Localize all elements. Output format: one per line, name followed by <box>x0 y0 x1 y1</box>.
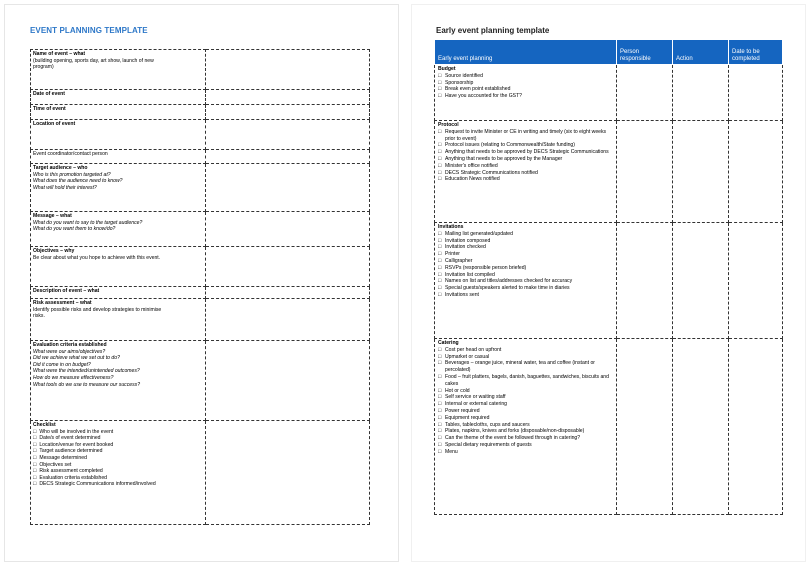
checklist-item[interactable]: □ Cost per head on upfront <box>438 347 613 354</box>
checklist-item[interactable]: □ Printer <box>438 251 613 258</box>
section-label: Budget <box>438 66 456 72</box>
form-input-cell[interactable] <box>206 50 370 90</box>
form-hint: program) <box>33 64 54 71</box>
person-responsible-cell[interactable] <box>617 223 673 339</box>
form-label-cell <box>31 150 206 164</box>
form-label-cell <box>31 287 206 299</box>
checklist-item[interactable]: □ Menu <box>438 449 613 456</box>
header-date-to-be-completed: Date to be completed <box>729 40 783 65</box>
table-row <box>435 339 783 515</box>
checklist-item[interactable]: □ Have you accounted for the GST? <box>438 93 613 100</box>
form-label: Event coordinator/contact person <box>33 151 108 157</box>
form-question: Did we achieve what we set out to do? <box>33 355 120 362</box>
checklist-item[interactable]: □ Invitation list compiled <box>438 272 613 279</box>
checklist-item[interactable]: □ Self service or waiting staff <box>438 394 613 401</box>
form-input-cell[interactable] <box>206 247 370 287</box>
form-row <box>31 212 370 247</box>
form-row <box>31 90 370 105</box>
section-label: Invitations <box>438 224 464 230</box>
right-page <box>411 4 806 562</box>
checklist-item[interactable]: □ Food – fruit platters, bagels, danish, baguettes, sandwiches, biscuits and cakes <box>438 374 613 388</box>
form-input-cell[interactable] <box>206 287 370 299</box>
checklist-item[interactable]: □ Invitations sent <box>438 292 613 299</box>
left-title: EVENT PLANNING TEMPLATE <box>30 26 148 35</box>
checklist-item[interactable]: □ Hot or cold <box>438 388 613 395</box>
checklist-item[interactable]: □ Anything that needs to be approved by DECS Strategic Communications <box>438 149 613 156</box>
form-label: Evaluation criteria established <box>33 342 107 348</box>
checklist-item[interactable]: □ Source identified <box>438 73 613 80</box>
form-label: Checklist <box>33 422 56 428</box>
form-label: Location of event <box>33 121 76 127</box>
checklist-item[interactable]: □ Invitation checked <box>438 244 613 251</box>
person-responsible-cell[interactable] <box>617 121 673 223</box>
table-row <box>435 65 783 121</box>
form-hint: risks. <box>33 313 45 320</box>
checklist-item[interactable]: □ Internal or external catering <box>438 401 613 408</box>
form-row <box>31 150 370 164</box>
form-row <box>31 341 370 421</box>
checklist-item[interactable]: □ Risk assessment completed <box>33 468 203 475</box>
section-label: Catering <box>438 340 459 346</box>
form-label-cell <box>31 247 206 287</box>
form-label-cell <box>31 105 206 120</box>
date-cell[interactable] <box>729 121 783 223</box>
form-label-cell <box>31 50 206 90</box>
form-input-cell[interactable] <box>206 212 370 247</box>
checklist-item[interactable]: □ Special guests/speakers alerted to make time in diaries <box>438 285 613 292</box>
form-input-cell[interactable] <box>206 299 370 341</box>
form-hint: Identify possible risks and develop strategies to minimise <box>33 306 162 313</box>
form-label-cell <box>31 212 206 247</box>
checklist-item[interactable]: □ Message determined <box>33 455 203 462</box>
form-question: What does the audience need to know? <box>33 178 123 185</box>
checklist-item[interactable]: □ Invitation composed <box>438 238 613 245</box>
form-label: Date of event <box>33 91 65 97</box>
form-label: Target audience – who <box>33 165 88 171</box>
form-input-cell[interactable] <box>206 150 370 164</box>
form-label: Message – what <box>33 213 72 219</box>
form-label-cell <box>31 120 206 150</box>
checklist-item[interactable]: □ Power required <box>438 408 613 415</box>
action-cell[interactable] <box>673 65 729 121</box>
person-responsible-cell[interactable] <box>617 339 673 515</box>
checklist-item[interactable]: □ RSVPs (responsible person briefed) <box>438 265 613 272</box>
date-cell[interactable] <box>729 223 783 339</box>
action-cell[interactable] <box>673 121 729 223</box>
header-early-event-planning: Early event planning <box>435 40 617 65</box>
checklist-item[interactable]: □ Upmarket or casual <box>438 354 613 361</box>
checklist-item[interactable]: □ Anything that needs to be approved by the Manager <box>438 156 613 163</box>
form-question: What were the intended/unintended outcomes? <box>33 368 140 375</box>
checklist-item[interactable]: □ Request to invite Minister or CE in writing and timely (six to eight weeks prior to event) <box>438 129 613 143</box>
checklist-item[interactable]: □ Location/venue for event booked <box>33 442 203 449</box>
checklist-item[interactable]: □ Sponsorship <box>438 80 613 87</box>
form-question: What tools do we use to measure our success? <box>33 381 141 388</box>
checklist-item[interactable]: □ Special dietary requirements of guests <box>438 442 613 449</box>
form-row <box>31 421 370 525</box>
checklist-item[interactable]: □ Target audience determined <box>33 448 203 455</box>
checklist-item[interactable]: □ Date/s of event determined <box>33 435 203 442</box>
checklist-item[interactable]: □ DECS Strategic Communications informed/involved <box>33 481 203 488</box>
checklist-item[interactable]: □ Break even point established <box>438 86 613 93</box>
checklist-item[interactable]: □ Plates, napkins, knives and forks (disposable/non-disposable) <box>438 428 613 435</box>
checklist-item[interactable]: □ Can the theme of the event be followed through in catering? <box>438 435 613 442</box>
checklist-item[interactable]: □ Calligrapher <box>438 258 613 265</box>
action-cell[interactable] <box>673 339 729 515</box>
section-cell <box>435 121 617 223</box>
date-cell[interactable] <box>729 65 783 121</box>
form-question: How do we measure effectiveness? <box>33 374 114 381</box>
checklist-item[interactable]: □ DECS Strategic Communications notified <box>438 170 613 177</box>
form-label-cell <box>31 421 206 525</box>
form-row <box>31 164 370 212</box>
right-title: Early event planning template <box>436 26 550 35</box>
form-row <box>31 299 370 341</box>
table-header-row <box>435 40 783 65</box>
form-label-cell <box>31 341 206 421</box>
checklist-item[interactable]: □ Minister's office notified <box>438 163 613 170</box>
form-row <box>31 50 370 90</box>
checklist-item[interactable]: □ Objectives set <box>33 462 203 469</box>
form-label: Risk assessment – what <box>33 300 92 306</box>
form-label-cell <box>31 90 206 105</box>
checklist-item[interactable]: □ Tables, tablecloths, cups and saucers <box>438 422 613 429</box>
form-input-cell[interactable] <box>206 421 370 525</box>
checklist-item[interactable]: □ Equipment required <box>438 415 613 422</box>
checklist-item[interactable]: □ Names on list and titles/addresses checked for accuracy <box>438 278 613 285</box>
form-label: Objectives – why <box>33 248 75 254</box>
form-label: Name of event – what <box>33 51 86 57</box>
event-planning-form <box>30 49 370 525</box>
form-row <box>31 120 370 150</box>
table-row <box>435 223 783 339</box>
checklist-item[interactable]: □ Evaluation criteria established <box>33 475 203 482</box>
form-label-cell <box>31 164 206 212</box>
form-question: What do you want them to know/do? <box>33 226 116 233</box>
person-responsible-cell[interactable] <box>617 65 673 121</box>
form-input-cell[interactable] <box>206 164 370 212</box>
table-row <box>435 121 783 223</box>
action-cell[interactable] <box>673 223 729 339</box>
form-input-cell[interactable] <box>206 120 370 150</box>
checklist-item[interactable]: □ Who will be involved in the event <box>33 429 203 436</box>
date-cell[interactable] <box>729 339 783 515</box>
section-cell <box>435 223 617 339</box>
form-row <box>31 105 370 120</box>
checklist-item[interactable]: □ Beverages – orange juice, mineral water, tea and coffee (instant or percolated) <box>438 360 613 374</box>
form-question: What do you want to say to the target audience? <box>33 219 143 226</box>
early-planning-table <box>434 39 783 515</box>
form-label: Time of event <box>33 106 66 112</box>
checklist-item[interactable]: □ Protocol issues (relating to Commonwealth/State funding) <box>438 142 613 149</box>
form-label: Description of event – what <box>33 288 100 294</box>
section-cell <box>435 65 617 121</box>
form-row <box>31 287 370 299</box>
form-question: What will hold their interest? <box>33 184 97 191</box>
form-input-cell[interactable] <box>206 90 370 105</box>
checklist-item[interactable]: □ Mailing list generated/updated <box>438 231 613 238</box>
header-person-responsible: Person responsible <box>617 40 673 65</box>
form-hint: Be clear about what you hope to achieve with this event. <box>33 254 161 261</box>
section-label: Protocol <box>438 122 459 128</box>
form-row <box>31 247 370 287</box>
form-hint: (building opening, sports day, art show, launch of new <box>33 57 154 64</box>
form-input-cell[interactable] <box>206 105 370 120</box>
form-question: Did it come in on budget? <box>33 361 91 368</box>
form-question: Who is this promotion targeted at? <box>33 171 111 178</box>
left-page <box>4 4 399 562</box>
checklist-item[interactable]: □ Education News notified <box>438 176 613 183</box>
form-input-cell[interactable] <box>206 341 370 421</box>
header-action: Action <box>673 40 729 65</box>
section-cell <box>435 339 617 515</box>
form-label-cell <box>31 299 206 341</box>
form-question: What were our aims/objectives? <box>33 348 106 355</box>
